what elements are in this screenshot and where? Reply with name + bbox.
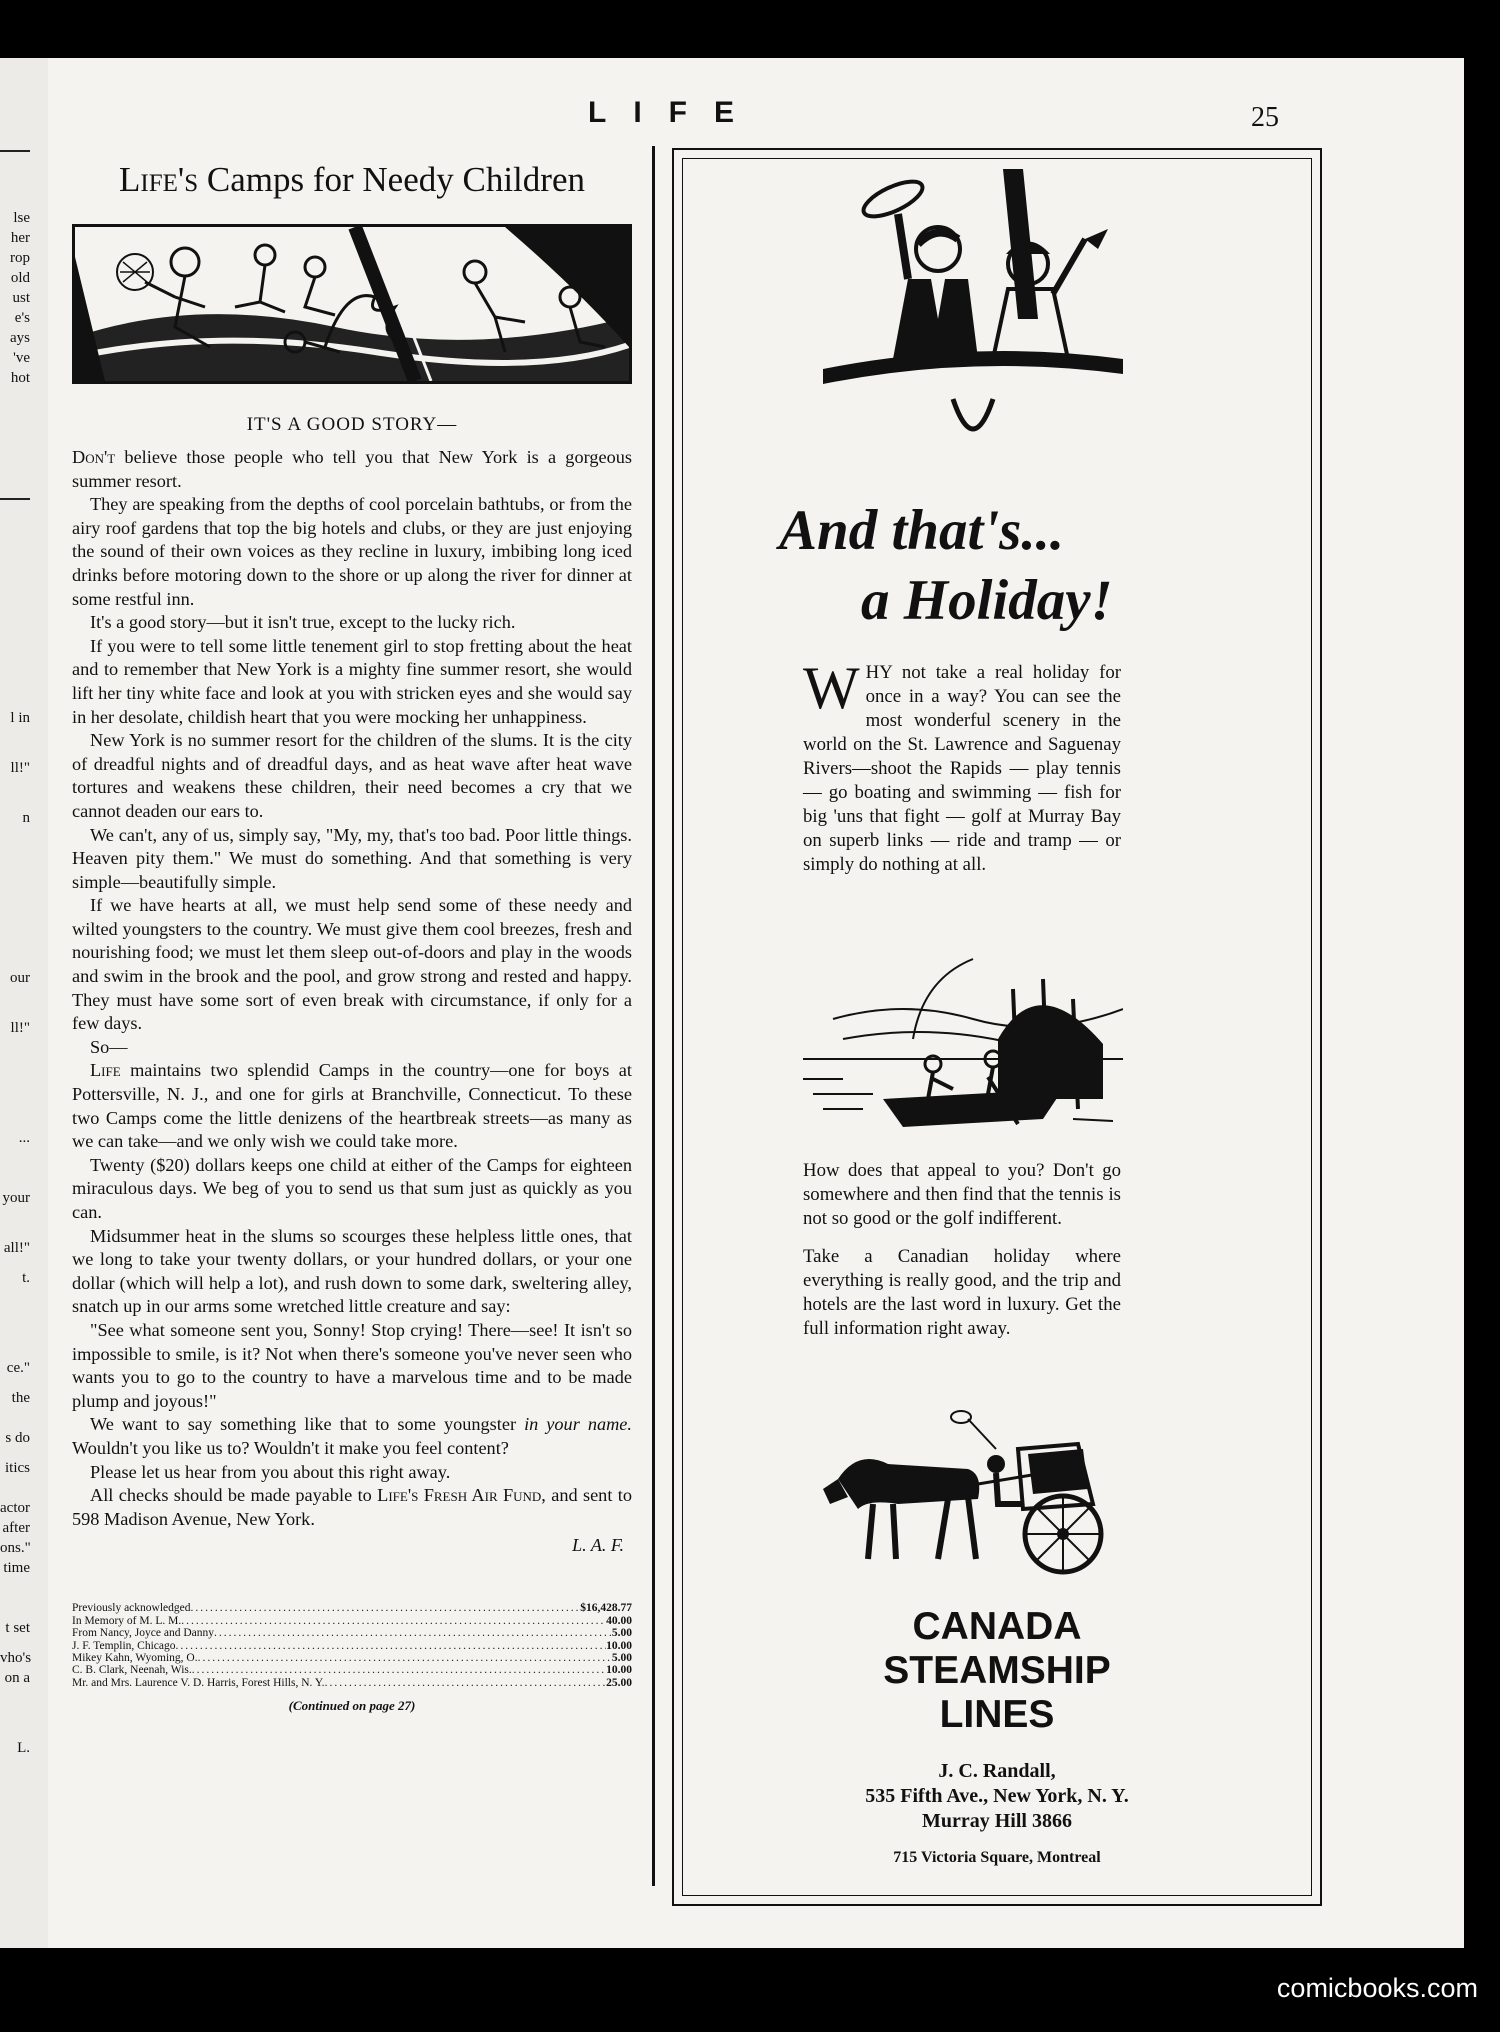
fund-name: Life's Fresh Air Fund, (377, 1485, 546, 1506)
article-paragraph: We can't, any of us, simply say, "My, my, that's too bad. Poor little things. Heaven pity them." We must do something. And that something is very simple—beautifully simple. (72, 824, 632, 892)
ad-inner-border (682, 158, 1312, 1896)
facing-page-fragment: 've (13, 350, 30, 366)
ad-headline-line-1: And that's... (779, 499, 1065, 562)
facing-page-fragment: her (10, 230, 30, 246)
horse-carriage-illustration (818, 1409, 1108, 1579)
continued-notice: (Continued on page 27) (288, 1698, 416, 1714)
ledger-row (72, 1602, 632, 1614)
paragraph-text: We want to say something like that to some youngster (90, 1414, 517, 1435)
facing-page-fragment: time (3, 1560, 30, 1576)
facing-page-strip (0, 58, 48, 1948)
ad-body-copy (803, 1159, 1121, 1341)
donation-amount: 5.00 (611, 1651, 632, 1664)
facing-page-fragment: ays (10, 330, 30, 346)
article-paragraph: Midsummer heat in the slums so scourges these helpless little ones, that we long to take your twenty dollars, or your hundred dollars, or your one dollar (which will help a lot), and rush down to some dark, sweltering alley, snatch up in our arms some wretched little creature and say: (72, 1225, 632, 1317)
children-playing-illustration (72, 224, 632, 384)
ad-paragraph: Take a Canadian holiday where everything is really good, and the trip and hotels are the last word in luxury. Get the full information right away. (803, 1246, 1121, 1339)
paragraph-lead-word: Don't (72, 447, 116, 467)
ledger-row (72, 1615, 632, 1627)
donation-amount: $16,428.77 (580, 1602, 632, 1615)
paragraph-text: Wouldn't you like us to? Wouldn't it make you feel content? (72, 1437, 509, 1458)
article-column (72, 146, 632, 1714)
company-name-line-2: STEAMSHIP (883, 1649, 1111, 1692)
article-paragraph: They are speaking from the depths of cool porcelain bathtubs, or from the airy roof gardens that top the big hotels and clubs, or they are just enjoying the sound of their own voices as they recline in luxury, imbibing long iced drinks before motoring down to the shore or up along the river for dinner at some restful inn. (72, 494, 632, 609)
facing-page-fragment: the (11, 1390, 30, 1406)
montreal-address: 715 Victoria Square, Montreal (893, 1849, 1101, 1866)
facing-page-fragment: ce." (6, 1360, 30, 1376)
donation-amount: 5.00 (611, 1627, 632, 1640)
facing-page-fragment: t set (5, 1620, 30, 1636)
article-paragraph: Twenty ($20) dollars keeps one child at either of the Camps for eighteen miraculous days. We beg of you to send us that sum just as quickly as you can. (72, 1154, 632, 1222)
running-title: LIFE (588, 96, 761, 129)
article-paragraph (72, 1059, 632, 1153)
ledger-row (72, 1652, 632, 1664)
facing-page-fragment: ust (12, 290, 30, 306)
donor-name: C. B. Clark, Neenah, Wis. (72, 1664, 192, 1677)
facing-page-fragment: all!" (3, 1240, 30, 1256)
facing-page-fragment: actor (0, 1500, 30, 1516)
facing-page-fragment: t. (22, 1270, 30, 1286)
facing-page-fragment: lse (13, 210, 30, 226)
magazine-page (48, 58, 1464, 1948)
facing-page-fragment: ons." (0, 1540, 31, 1556)
article-title-prefix: Life's (119, 160, 199, 199)
paragraph-emphasis: in your name. (524, 1414, 632, 1435)
facing-page-fragment: ... (18, 1130, 30, 1146)
article-paragraph: "See what someone sent you, Sonny! Stop crying! There—see! It isn't so impossible to smile, is it? Not when there's someone you've never seen who wants you to go to the country to have a marvelous time and to be made plump and joyous!" (72, 1319, 632, 1411)
article-body (72, 446, 632, 1531)
agent-name: J. C. Randall, (938, 1760, 1056, 1782)
ledger-row (72, 1677, 632, 1689)
paragraph-text: believe those people who tell you that New York is a gorgeous summer resort. (72, 447, 632, 491)
article-paragraph: If we have hearts at all, we must help send some of these needy and wilted youngsters to the country. We must give them cool breezes, fresh and nourishing food; we must let them sleep out-of-doors and play in the woods and swim in the brook and the pool, and grow strong and rested and happy. They must have some sort of even break with circumstance, if only for a few days. (72, 895, 632, 1034)
article-paragraph: So— (90, 1036, 128, 1057)
article-paragraph: It's a good story—but it isn't true, except to the lucky rich. (90, 612, 516, 633)
facing-page-fragment: rop (10, 250, 30, 266)
facing-page-rule (0, 150, 30, 152)
author-initials: L. A. F. (572, 1535, 624, 1556)
donation-amount: 10.00 (606, 1639, 632, 1652)
site-watermark: comicbooks.com (1276, 1973, 1478, 2003)
paragraph-text: and sent to 598 Madison Avenue, New York. (72, 1485, 632, 1529)
agent-address: 535 Fifth Ave., New York, N. Y. (865, 1785, 1129, 1807)
column-rule (652, 146, 655, 1886)
article-paragraph (72, 1484, 632, 1531)
article-subhead: IT'S A GOOD STORY— (246, 414, 458, 435)
ad-intro-copy (803, 655, 1121, 877)
banner-drawing (75, 227, 629, 381)
article-title-rest: Camps for Needy Children (206, 160, 585, 199)
facing-page-fragment: itics (5, 1460, 30, 1476)
article-paragraph: Please let us hear from you about this right away. (90, 1461, 451, 1482)
page-number: 25 (1251, 102, 1279, 133)
ledger-row (72, 1640, 632, 1652)
facing-page-fragment: after (2, 1520, 30, 1536)
drop-cap: W (803, 655, 860, 721)
donor-name: Mikey Kahn, Wyoming, O. (72, 1651, 198, 1664)
company-name-line-1: CANADA (912, 1605, 1082, 1648)
donation-amount: 40.00 (606, 1614, 632, 1627)
facing-page-fragment: ll!" (10, 1020, 30, 1036)
facing-page-fragment: s do (5, 1430, 30, 1446)
ad-headline-line-2: a Holiday! (861, 569, 1113, 632)
couple-waving-illustration (823, 169, 1123, 479)
donor-name: Previously acknowledged (72, 1602, 191, 1615)
facing-page-fragment: our (10, 970, 30, 986)
ad-paragraph: How does that appeal to you? Don't go somewhere and then find that the tennis is not so good or the golf indifferent. (803, 1160, 1121, 1229)
paragraph-text: All checks should be made payable to (90, 1485, 372, 1506)
canoe-scene-illustration (803, 949, 1123, 1149)
article-paragraph (72, 446, 632, 493)
facing-page-fragment: ll!" (10, 760, 30, 776)
ledger-row (72, 1627, 632, 1639)
company-name-line-3: LINES (939, 1693, 1055, 1736)
article-paragraph: New York is no summer resort for the children of the slums. It is the city of dreadful nights and of dreadful days, and as heat wave after heat wave tortures and weakens these children, their need becomes a cry that we cannot deaden our ears to. (72, 730, 632, 821)
facing-page-fragment: e's (14, 310, 30, 326)
donations-ledger (72, 1602, 632, 1689)
facing-page-fragment: vho's (0, 1650, 32, 1666)
article-paragraph: If you were to tell some little tenement girl to stop fretting about the heat and to remember that New York is a mighty fine summer resort, she would lift her tiny white face and look at you with stricken eyes and she would say in her desolate, childish heart that you were mocking her unhappiness. (72, 635, 632, 727)
donor-name: In Memory of M. L. M. (72, 1614, 182, 1627)
facing-page-rule (0, 498, 30, 500)
ledger-row (72, 1664, 632, 1676)
ad-intro-text: HY not take a real holiday for once in a way? You can see the most wonderful scenery in the world on the St. Lawrence and Saguenay Rivers—shoot the Rapids — play tennis — go boating and swimming — fish for big 'uns that fight — golf at Murray Bay on superb links — ride and tramp — or simply do nothing at all. (803, 662, 1121, 875)
paragraph-lead-word: Life (90, 1060, 121, 1081)
facing-page-fragment: old (10, 270, 30, 286)
paragraph-text: maintains two splendid Camps in the country—one for boys at Pottersville, N. J., and one for girls at Branchville, Connecticut. To these two Camps come the little denizens of the heartbreak streets—as many as we can take—and we only wish we could take more. (72, 1060, 632, 1152)
steamship-advertisement (672, 148, 1322, 1906)
facing-page-fragment: n (22, 810, 30, 826)
donor-name: Mr. and Mrs. Laurence V. D. Harris, Forest Hills, N. Y. (72, 1676, 325, 1689)
facing-page-fragment: hot (10, 370, 30, 386)
article-paragraph (72, 1413, 632, 1460)
donation-amount: 10.00 (606, 1664, 632, 1677)
article-title (72, 160, 632, 200)
facing-page-fragment: l in (10, 710, 30, 726)
donation-amount: 25.00 (606, 1676, 632, 1689)
agent-phone: Murray Hill 3866 (922, 1810, 1072, 1832)
facing-page-fragment: L. (17, 1740, 30, 1756)
donor-name: J. F. Templin, Chicago (72, 1639, 176, 1652)
facing-page-fragment: on a (4, 1670, 30, 1686)
facing-page-fragment: your (2, 1190, 30, 1206)
donor-name: From Nancy, Joyce and Danny (72, 1627, 215, 1640)
